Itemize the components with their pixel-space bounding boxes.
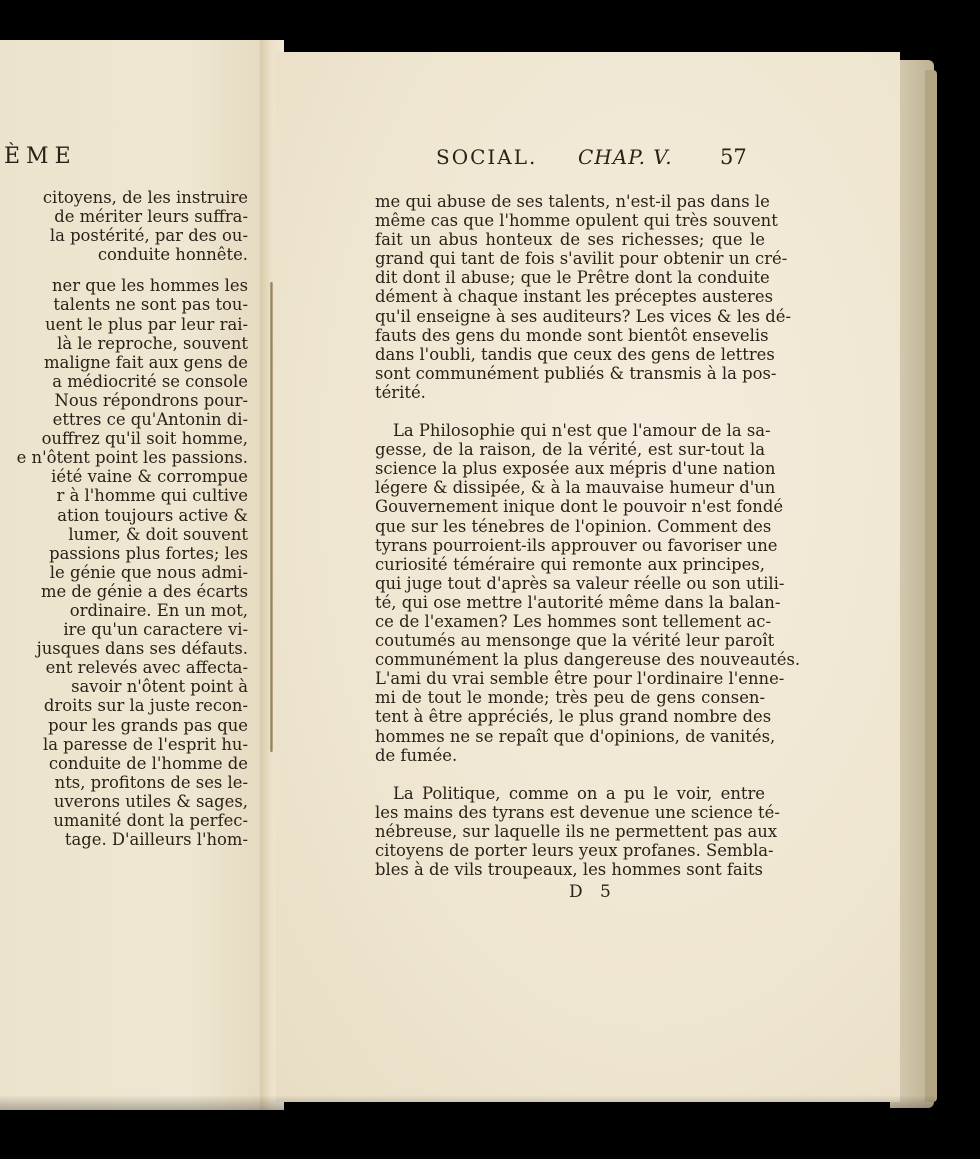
text-line: ettres ce qu'Antonin di-: [52, 410, 248, 430]
gutter-fold: [270, 282, 273, 752]
left-text-lines: [0, 188, 248, 849]
bottom-shadow: [0, 1095, 935, 1115]
text-line: tent à être appréciés, le plus grand nombre des: [375, 707, 772, 727]
text-line: passions plus fortes; les: [49, 543, 248, 563]
text-line: gesse, de la raison, de la vérité, est sur-tout la: [375, 440, 765, 460]
text-line: dit dont il abuse; que le Prêtre dont la conduite: [375, 268, 770, 288]
paragraph: [375, 783, 780, 880]
text-line: umanité dont la perfec-: [53, 811, 248, 830]
text-line: qui juge tout d'après sa valeur réelle ou son utili-: [375, 573, 785, 593]
text-line: uverons utiles & sages,: [53, 791, 248, 811]
text-line: savoir n'ôtent point à: [71, 677, 248, 697]
text-line: sont communément publiés & transmis à la pos-: [375, 363, 777, 383]
page-edge-outer: [925, 70, 937, 1102]
text-line: hommes ne se repaît que d'opinions, de vanités,: [375, 726, 776, 746]
text-line: grand qui tant de fois s'avilit pour obtenir un cré-: [375, 249, 788, 269]
text-line: droits sur la juste recon-: [43, 696, 248, 716]
text-line: iété vaine & corrompue: [51, 467, 248, 487]
text-line: légere & dissipée, & à la mauvaise humeur d'un: [375, 478, 776, 498]
text-line: La Politique, comme on a pu le voir, entre: [393, 783, 765, 803]
text-line: que sur les ténebres de l'opinion. Comment des: [375, 516, 772, 536]
text-line: citoyens de porter leurs yeux profanes. Sembla-: [375, 841, 774, 860]
text-line: lumer, & doit souvent: [68, 524, 248, 544]
text-line: a médiocrité se console: [52, 371, 248, 391]
text-line: nébreuse, sur laquelle ils ne permettent pas aux: [375, 821, 778, 841]
text-line: de fumée.: [375, 745, 458, 765]
paragraph-gap: [375, 765, 765, 784]
text-line: pour les grands pas que: [48, 715, 248, 735]
text-line: ation toujours active &: [57, 505, 248, 525]
text-line: là le reproche, souvent: [57, 333, 248, 353]
left-running-head: ÈME: [4, 144, 77, 169]
text-line: dément à chaque instant les préceptes austeres: [375, 287, 774, 307]
text-line: qu'il enseigne à ses auditeurs? Les vices & les dé-: [375, 306, 791, 326]
running-head-chapter: CHAP. V.: [578, 145, 673, 169]
paragraph-gap: [375, 402, 765, 421]
text-line: térité.: [375, 382, 426, 402]
text-line: jusques dans ses défauts.: [36, 639, 248, 659]
text-line: me de génie a des écarts: [40, 581, 248, 601]
left-page-text: [0, 188, 250, 849]
text-line: tage. D'ailleurs l'hom-: [64, 830, 248, 850]
text-line: mi de tout le monde; très peu de gens consen-: [375, 688, 765, 708]
right-page-text: [375, 192, 801, 880]
text-line: ce de l'examen? Les hommes sont tellement ac-: [375, 611, 771, 631]
text-line: citoyens, de les instruire: [42, 188, 248, 207]
text-line: le génie que nous admi-: [49, 562, 248, 582]
text-line: les mains des tyrans est devenue une science té-: [375, 802, 780, 822]
text-line: Nous répondrons pour-: [54, 390, 248, 410]
text-line: talents ne sont pas tou-: [53, 295, 248, 315]
running-head-left: SOCIAL.: [436, 145, 538, 169]
text-line: même cas que l'homme opulent qui très souvent: [375, 211, 778, 231]
text-line: ouffrez qu'il soit homme,: [41, 429, 248, 449]
text-line: coutumés au mensonge que la vérité leur paroît: [375, 631, 775, 651]
text-line: ire qu'un caractere vi-: [63, 620, 248, 640]
text-line: tyrans pourroient-ils approuver ou favoriser une: [375, 535, 778, 555]
text-line: La Philosophie qui n'est que l'amour de la sa-: [393, 421, 771, 441]
paragraph-gap: [0, 264, 248, 276]
text-line: e n'ôtent point les passions.: [16, 448, 248, 468]
text-line: ner que les hommes les: [51, 276, 248, 296]
text-line: fait un abus honteux de ses richesses; que le: [375, 230, 765, 250]
text-line: la postérité, par des ou-: [49, 226, 248, 246]
text-line: L'ami du vrai semble être pour l'ordinaire l'enne-: [375, 669, 785, 689]
text-line: communément la plus dangereuse des nouveautés.: [375, 650, 801, 670]
text-line: r à l'homme qui cultive: [56, 486, 248, 506]
text-line: Gouvernement inique dont le pouvoir n'est fondé: [375, 497, 784, 517]
text-line: conduite de l'homme de: [48, 753, 248, 773]
text-line: science la plus exposée aux mépris d'une nation: [375, 459, 776, 479]
text-line: nts, profitons de ses le-: [54, 772, 248, 792]
text-line: dans l'oubli, tandis que ceux des gens de lettres: [375, 344, 775, 364]
text-line: uent le plus par leur rai-: [45, 314, 248, 334]
paragraph: [375, 192, 791, 402]
text-line: la paresse de l'esprit hu-: [42, 734, 248, 754]
page-number: 57: [720, 145, 747, 169]
signature-mark: D 5: [569, 882, 617, 902]
text-line: conduite honnête.: [97, 245, 248, 265]
text-line: bles à de vils troupeaux, les hommes sont faits: [375, 860, 763, 880]
text-line: maligne fait aux gens de: [44, 352, 248, 372]
text-line: fauts des gens du monde sont bientôt ensevelis: [375, 325, 769, 345]
text-line: de mériter leurs suffra-: [54, 207, 248, 227]
paragraph: [375, 421, 801, 765]
text-line: ordinaire. En un mot,: [69, 600, 248, 620]
text-line: té, qui ose mettre l'autorité même dans la balan-: [375, 592, 781, 612]
text-line: curiosité téméraire qui remonte aux principes,: [375, 554, 765, 574]
text-line: ent relevés avec affecta-: [45, 658, 248, 678]
text-line: me qui abuse de ses talents, n'est-il pas dans le: [375, 192, 770, 211]
